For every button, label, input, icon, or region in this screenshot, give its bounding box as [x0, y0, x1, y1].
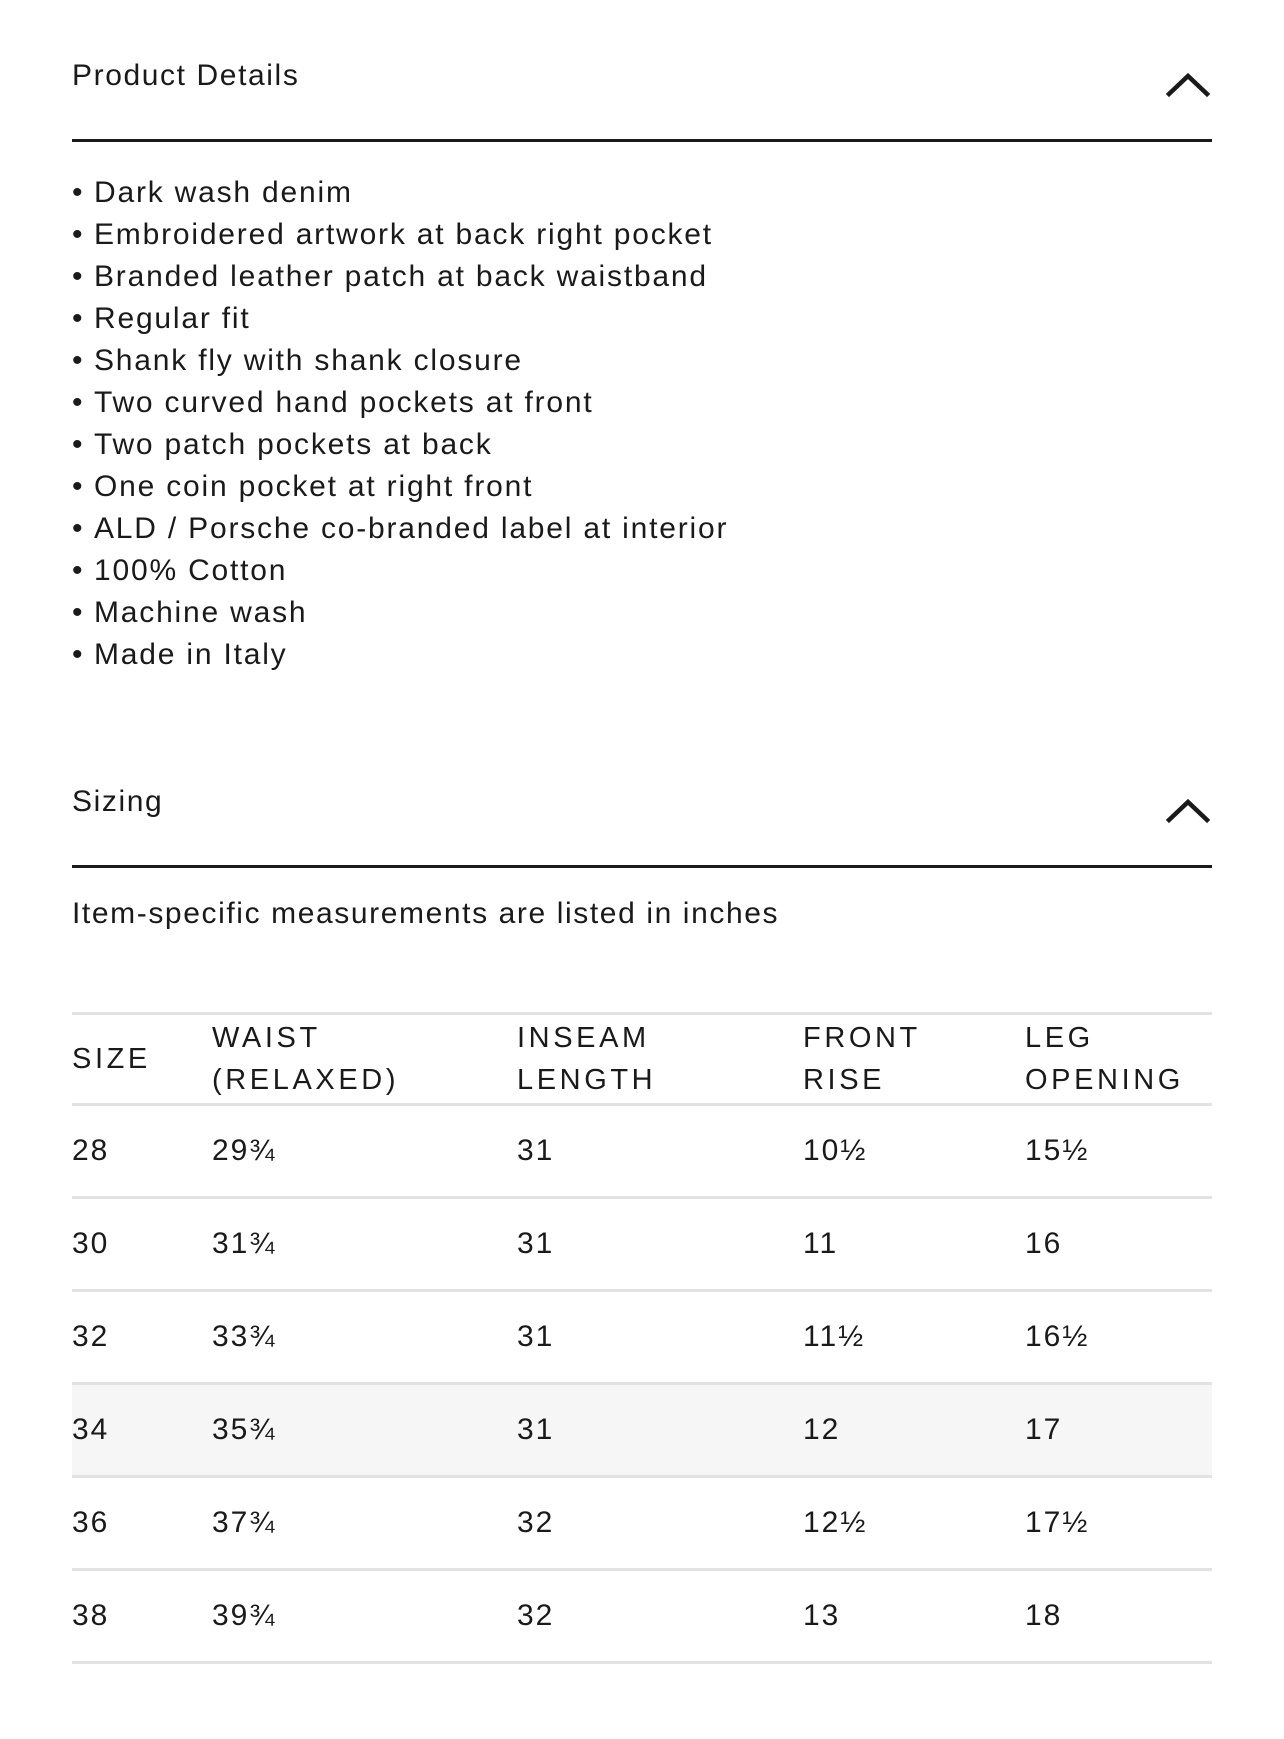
detail-text: ALD / Porsche co-branded label at interior	[94, 512, 729, 545]
front-rise-cell: 11½	[803, 1291, 1025, 1384]
bullet: •	[72, 176, 85, 209]
bullet: •	[72, 386, 85, 419]
inseam-cell: 31	[517, 1291, 803, 1384]
sizing-note: Item-specific measurements are listed in inches	[72, 897, 780, 930]
table-row	[72, 1477, 1212, 1570]
bullet: •	[72, 596, 85, 629]
sizing-header[interactable]	[72, 726, 1212, 868]
size-cell: 28	[72, 1105, 212, 1198]
list-item	[72, 298, 728, 340]
inseam-cell: 31	[517, 1198, 803, 1291]
bullet: •	[72, 302, 85, 335]
size-cell: 38	[72, 1570, 212, 1663]
product-details-title: Product Details	[72, 59, 300, 92]
detail-text: Embroidered artwork at back right pocket	[94, 218, 713, 251]
list-item	[72, 508, 728, 550]
leg-opening-cell: 15½	[1025, 1105, 1212, 1198]
table-row	[72, 1198, 1212, 1291]
detail-text: Dark wash denim	[94, 176, 353, 209]
inseam-cell: 31	[517, 1105, 803, 1198]
chevron-up-icon[interactable]	[1164, 66, 1212, 100]
list-item	[72, 592, 728, 634]
bullet: •	[72, 344, 85, 377]
size-cell: 30	[72, 1198, 212, 1291]
product-details-section	[72, 0, 1212, 671]
sizing-section	[72, 726, 1212, 1632]
table-row	[72, 1105, 1212, 1198]
leg-opening-cell: 17½	[1025, 1477, 1212, 1570]
list-item	[72, 340, 728, 382]
product-details-list	[72, 172, 728, 676]
front-rise-cell: 13	[803, 1570, 1025, 1663]
bullet: •	[72, 470, 85, 503]
bullet: •	[72, 512, 85, 545]
inseam-cell: 31	[517, 1384, 803, 1477]
column-header-leg-opening: LEG OPENING	[1025, 1014, 1212, 1105]
chevron-up-icon[interactable]	[1164, 792, 1212, 826]
list-item	[72, 214, 728, 256]
bullet: •	[72, 260, 85, 293]
waist-cell: 39¾	[212, 1570, 517, 1663]
list-item	[72, 172, 728, 214]
table-row-highlighted	[72, 1384, 1212, 1477]
list-item	[72, 382, 728, 424]
list-item	[72, 424, 728, 466]
table-row	[72, 1291, 1212, 1384]
column-header-front-rise: FRONT RISE	[803, 1014, 1025, 1105]
detail-text: 100% Cotton	[94, 554, 288, 587]
sizing-title: Sizing	[72, 785, 164, 818]
front-rise-cell: 10½	[803, 1105, 1025, 1198]
leg-opening-cell: 18	[1025, 1570, 1212, 1663]
column-header-size: SIZE	[72, 1014, 212, 1105]
detail-text: Shank fly with shank closure	[94, 344, 523, 377]
inseam-cell: 32	[517, 1570, 803, 1663]
size-cell: 36	[72, 1477, 212, 1570]
front-rise-cell: 11	[803, 1198, 1025, 1291]
table-row	[72, 1570, 1212, 1663]
detail-text: Branded leather patch at back waistband	[94, 260, 708, 293]
list-item	[72, 256, 728, 298]
bullet: •	[72, 428, 85, 461]
list-item	[72, 466, 728, 508]
detail-text: Machine wash	[94, 596, 308, 629]
waist-cell: 33¾	[212, 1291, 517, 1384]
leg-opening-cell: 16	[1025, 1198, 1212, 1291]
detail-text: One coin pocket at right front	[94, 470, 534, 503]
waist-cell: 35¾	[212, 1384, 517, 1477]
list-item	[72, 550, 728, 592]
detail-text: Two patch pockets at back	[94, 428, 493, 461]
bullet: •	[72, 218, 85, 251]
column-header-inseam: INSEAM LENGTH	[517, 1014, 803, 1105]
page-content	[72, 0, 1212, 1632]
waist-cell: 31¾	[212, 1198, 517, 1291]
detail-text: Made in Italy	[94, 638, 288, 671]
leg-opening-cell: 16½	[1025, 1291, 1212, 1384]
bullet: •	[72, 638, 85, 671]
front-rise-cell: 12	[803, 1384, 1025, 1477]
size-cell: 32	[72, 1291, 212, 1384]
size-table	[72, 1012, 1212, 1664]
detail-text: Two curved hand pockets at front	[94, 386, 594, 419]
detail-text: Regular fit	[94, 302, 251, 335]
product-details-header[interactable]	[72, 0, 1212, 142]
table-header-row	[72, 1014, 1212, 1105]
leg-opening-cell: 17	[1025, 1384, 1212, 1477]
size-cell: 34	[72, 1384, 212, 1477]
front-rise-cell: 12½	[803, 1477, 1025, 1570]
waist-cell: 29¾	[212, 1105, 517, 1198]
waist-cell: 37¾	[212, 1477, 517, 1570]
column-header-waist: WAIST (RELAXED)	[212, 1014, 517, 1105]
inseam-cell: 32	[517, 1477, 803, 1570]
bullet: •	[72, 554, 85, 587]
list-item	[72, 634, 728, 676]
